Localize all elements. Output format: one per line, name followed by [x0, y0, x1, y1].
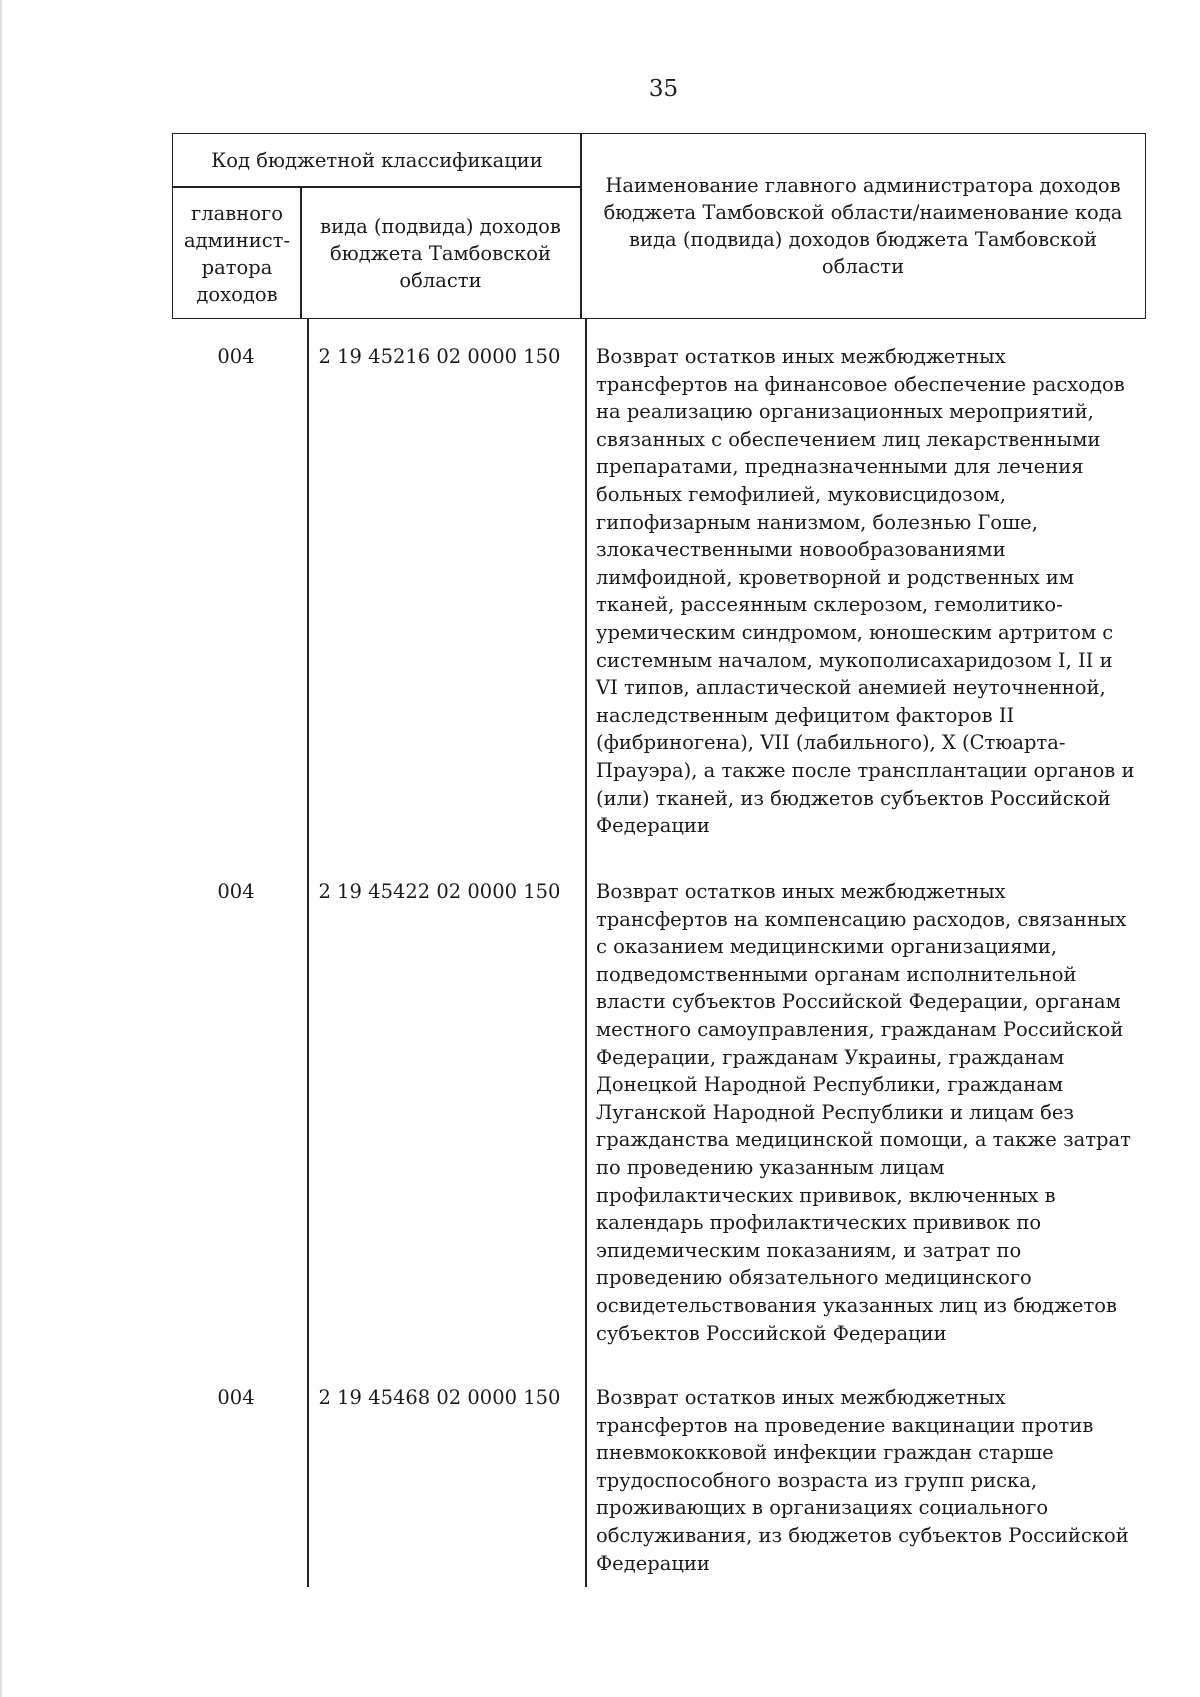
row-2-income-code: 2 19 45422 02 0000 150 — [318, 880, 561, 903]
row-1-description: Возврат остатков иных межбюджетных трансфертов на финансовое обеспечение расходов на реализацию организационных мероприятий, связанных с обеспечением лиц лекарственными препаратами, предназначенными для лечения больных гемофилией, муковисцидозом, гипофизарным нанизмом, болезнью Гоше, злокачественными новообразованиями лимфоидной, кроветворной и родственных им тканей, рассеянным склерозом, гемолитико-уремическим синдромом, юношеским артритом с системным началом, мукополисахаридозом I, II и VI типов, апластической анемией неуточненной, наследственным дефицитом факторов II (фибриногена), VII (лабильного), X (Стюарта-Прауэра), а также после трансплантации органов и (или) тканей, из бюджетов субъектов Российской Федерации — [596, 345, 1135, 838]
row-3-income-code: 2 19 45468 02 0000 150 — [318, 1386, 561, 1409]
page-number: 35 — [648, 76, 679, 102]
row-3-admin-code: 004 — [217, 1386, 255, 1409]
header-col-name: Наименование главного администратора доходов бюджета Тамбовской области/наименование кода вида (подвида) доходов бюджета Тамбовской области — [603, 174, 1123, 278]
header-col-admin: главного админист-ратора доходов — [183, 202, 291, 306]
header-divider-sub — [300, 187, 302, 319]
body-divider-2 — [585, 319, 587, 1587]
header-divider-main — [580, 133, 582, 319]
row-1-admin-code: 004 — [217, 345, 255, 368]
header-divider-group — [172, 186, 581, 188]
row-3-description: Возврат остатков иных межбюджетных трансфертов на проведение вакцинации против пневмококковой инфекции граждан старше трудоспособного возраста из групп риска, проживающих в организациях социального обслуживания, из бюджетов субъектов Российской Федерации — [596, 1386, 1129, 1575]
header-col-income-code: вида (подвида) доходов бюджета Тамбовской области — [320, 215, 561, 292]
row-1-income-code: 2 19 45216 02 0000 150 — [318, 345, 561, 368]
row-2-description: Возврат остатков иных межбюджетных трансфертов на компенсацию расходов, связанных с оказанием медицинскими организациями, подведомственными органам исполнительной власти субъектов Российской Федерации, органам местного самоуправления, гражданам Российской Федерации, гражданам Украины, гражданам Донецкой Народной Республики, гражданам Луганской Народной Республики и лицам без гражданства медицинской помощи, а также затрат по проведению указанным лицам профилактических прививок, включенных в календарь профилактических прививок по эпидемическим показаниям, и затрат по проведению обязательного медицинского освидетельствования указанных лиц из бюджетов субъектов Российской Федерации — [596, 880, 1131, 1345]
row-2-admin-code: 004 — [217, 880, 255, 903]
scan-edge — [0, 0, 3, 1697]
header-group-title: Код бюджетной классификации — [211, 149, 543, 172]
